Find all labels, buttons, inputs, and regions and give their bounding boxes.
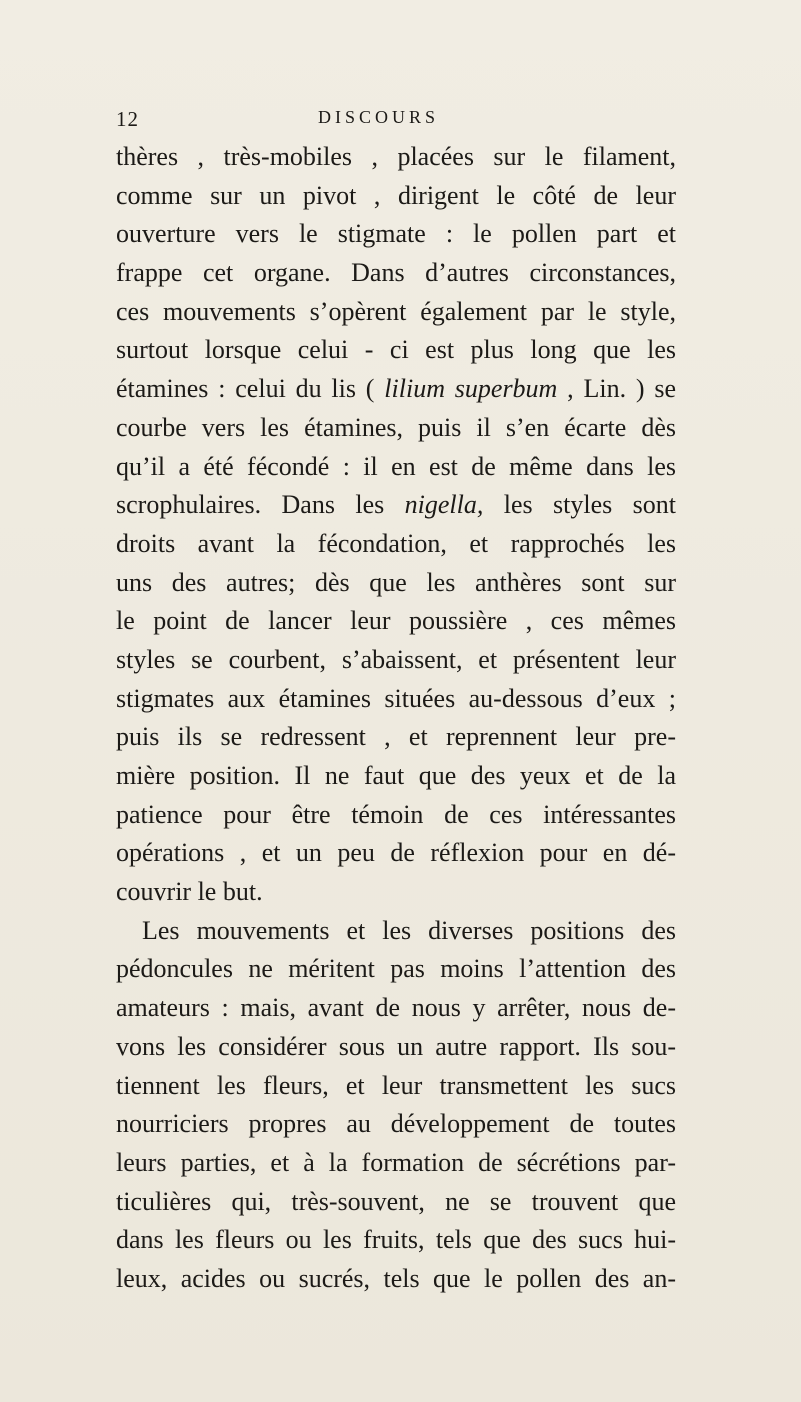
text-fragment: étamines : celui du lis ( bbox=[116, 374, 375, 404]
text-line: nourriciers propres au développement de toutes bbox=[116, 1109, 676, 1139]
text-line: stigmates aux étamines situées au-dessous d’eux ; bbox=[116, 683, 676, 713]
text-line: mière position. Il ne faut que des yeux et de la bbox=[116, 761, 676, 790]
text-line: frappe cet organe. Dans d’autres circonstances, bbox=[116, 258, 676, 288]
text-line bbox=[116, 370, 676, 409]
italic-species-name: lilium superbum bbox=[384, 374, 558, 404]
text-line: qu’il a été fécondé : il en est de même dans les bbox=[116, 451, 676, 481]
text-fragment: , Lin. ) se bbox=[567, 374, 677, 404]
text-fragment: les styles sont bbox=[503, 490, 677, 520]
text-line: leurs parties, et à la formation de sécrétions par- bbox=[116, 1147, 676, 1177]
page-header bbox=[116, 107, 676, 135]
italic-genus-name: nigella, bbox=[404, 490, 484, 520]
text-line: patience pour être témoin de ces intéressantes bbox=[116, 799, 676, 829]
text-line: comme sur un pivot , dirigent le côté de leur bbox=[116, 180, 676, 210]
text-line: thères , très-mobiles , placées sur le filament, bbox=[116, 142, 676, 171]
text-line: opérations , et un peu de réflexion pour en dé- bbox=[116, 838, 676, 868]
text-line: uns des autres; dès que les anthères sont sur bbox=[116, 567, 676, 597]
text-line: le point de lancer leur poussière , ces mêmes bbox=[116, 606, 676, 636]
text-line: Les mouvements et les diverses positions des bbox=[142, 915, 676, 945]
text-line: couvrir le but. bbox=[116, 877, 263, 907]
text-line: ticulières qui, très-souvent, ne se trouvent que bbox=[116, 1186, 676, 1216]
text-line: leux, acides ou sucrés, tels que le pollen des an- bbox=[116, 1263, 676, 1293]
text-line: vons les considérer sous un autre rapport. Ils sou- bbox=[116, 1031, 676, 1061]
text-line bbox=[116, 486, 676, 525]
page-number: 12 bbox=[116, 107, 139, 131]
text-line: ouverture vers le stigmate : le pollen part et bbox=[116, 219, 676, 249]
text-line: dans les fleurs ou les fruits, tels que des sucs hui- bbox=[116, 1225, 676, 1255]
running-title: DISCOURS bbox=[318, 107, 440, 127]
text-line: courbe vers les étamines, puis il s’en écarte dès bbox=[116, 412, 676, 442]
text-line: droits avant la fécondation, et rapprochés les bbox=[116, 528, 676, 558]
text-line: tiennent les fleurs, et leur transmettent les sucs bbox=[116, 1070, 676, 1100]
text-line: ces mouvements s’opèrent également par le style, bbox=[116, 296, 676, 326]
body-text bbox=[116, 138, 676, 1299]
text-fragment: scrophulaires. Dans les bbox=[116, 490, 385, 520]
text-line: surtout lorsque celui - ci est plus long que les bbox=[116, 335, 676, 365]
text-line: styles se courbent, s’abaissent, et présentent leur bbox=[116, 644, 676, 674]
text-line: puis ils se redressent , et reprennent leur pre- bbox=[116, 722, 676, 752]
text-line: pédoncules ne méritent pas moins l’attention des bbox=[116, 954, 676, 984]
text-line: amateurs : mais, avant de nous y arrêter, nous de- bbox=[116, 993, 676, 1023]
